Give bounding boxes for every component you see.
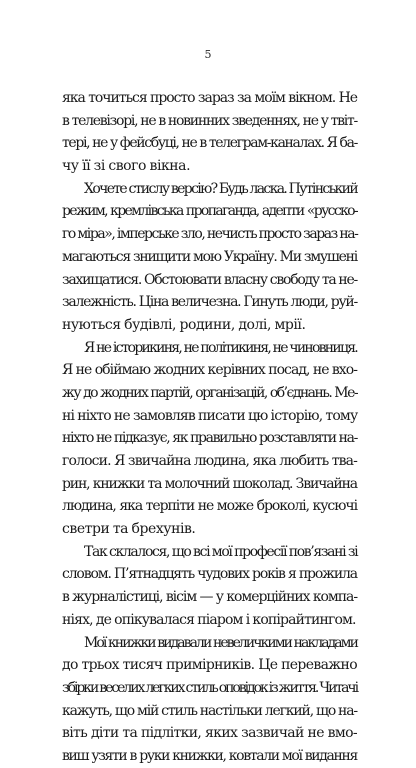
- text-line: Хочете стислу версію? Будь ласка. Путінський: [84, 180, 357, 197]
- text-line: залежність. Ціна величезна. Гинуть люди, руй-: [62, 294, 357, 311]
- text-line: словом. П’ятнадцять чудових років я прожила: [62, 566, 357, 583]
- text-line: жу до жодних партій, організацій, об’єднань. Ме-: [62, 384, 357, 401]
- text-line: ніях, де опікувалася піаром і копірайтингом.: [62, 611, 356, 628]
- text-line: нуються будівлі, родини, долі, мрії.: [62, 316, 306, 333]
- text-line: захищатися. Обстоювати власну свободу та не-: [62, 271, 357, 288]
- text-line: віть діти та підлітки, яких зазвичай не вмо-: [62, 725, 357, 742]
- text-line: го міра», імперське зло, нечисть просто зараз на-: [62, 226, 358, 243]
- text-line: до трьох тисяч примірників. Це переважно: [62, 657, 357, 674]
- text-line: магаються знищити мою Україну. Ми змушені: [62, 248, 357, 265]
- text-line: голоси. Я звичайна людина, яка любить тва-: [62, 453, 357, 469]
- text-line: людина, яка терпіти не може броколі, кусючі: [62, 498, 357, 515]
- text-line: рин, книжки та молочний шоколад. Звичайна: [62, 475, 357, 492]
- text-line: кажуть, що мій стиль настільки легкий, що на-: [62, 702, 357, 719]
- text-line: тері, не у фейсбуці, не в телеграм-каналах. Я ба-: [62, 135, 357, 152]
- text-line: Мої книжки видавали невеличкими накладами: [84, 634, 357, 651]
- text-line: збірки веселих легких стиль оповідок із життя. Читачі: [62, 679, 357, 696]
- page-number: 5: [204, 48, 212, 61]
- text-line: ніхто не підказує, як правильно розставляти на-: [62, 430, 357, 447]
- text-line: Так склалося, що всі мої професії пов’язані зі: [84, 543, 358, 560]
- text-line: светри та брехунів.: [62, 521, 196, 538]
- text-line: режим, кремлівська пропаганда, адепти «русско-: [62, 203, 357, 220]
- text-line: яка точиться просто зараз за моїм вікном. Не: [62, 90, 357, 106]
- text-line: в журналістиці, вісім — у комерційних компа-: [62, 589, 357, 606]
- text-line: в телевізорі, не в новинних зведеннях, не у твіт-: [62, 112, 357, 129]
- text-line: чу її зі свого вікна.: [62, 158, 191, 175]
- text-line: виш узяти в руки книжки, ковтали мої видання: [62, 747, 357, 764]
- text-line: Я не історикиня, не політикиня, не чиновниця.: [84, 339, 357, 356]
- body-text: [62, 87, 357, 768]
- text-line: Я не обіймаю жодних керівних посад, не вхо-: [62, 362, 357, 379]
- text-line: ні ніхто не замовляв писати цю історію, тому: [62, 407, 358, 424]
